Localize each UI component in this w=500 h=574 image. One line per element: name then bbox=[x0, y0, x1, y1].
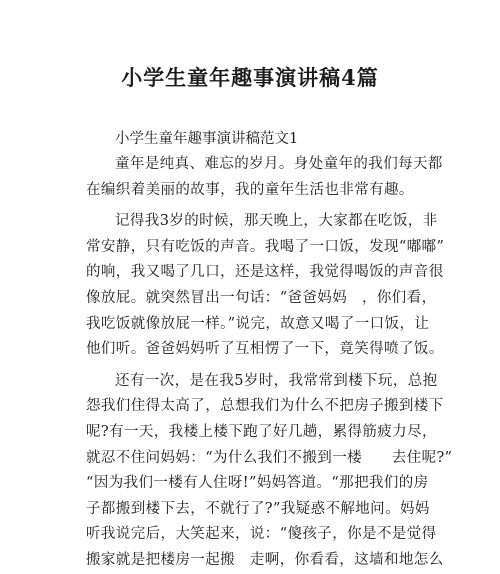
paragraph-line: 的响，我又喝了几口，还是这样，我觉得喝饭的声音很 bbox=[86, 264, 444, 281]
document-title: 小学生童年趣事演讲稿4篇 bbox=[121, 65, 379, 90]
paragraph-line: 呢?有一天，我楼上楼下跑了好几趟，累得筋疲力尽， bbox=[86, 423, 437, 440]
paragraph-line: 听我说完后，大笑起来，说：“傻孩子，你是不是觉得 bbox=[86, 526, 437, 543]
paragraph-line: 我吃饭就像放屁一样。”说完，故意又喝了一口饭，让 bbox=[86, 315, 430, 332]
document-body bbox=[86, 126, 453, 574]
paragraph-2 bbox=[86, 209, 445, 363]
paragraph-line: 怨我们住得太高了，总想我们为什么不把房子搬到楼下 bbox=[86, 398, 444, 415]
paragraph-line: 子都搬到楼下去，不就行了?”我疑惑不解地问。妈妈 bbox=[86, 500, 430, 517]
document-subtitle: 小学生童年趣事演讲稿范文1 bbox=[115, 131, 299, 147]
paragraph-line: “因为我们一楼有人住呀!”妈妈答道。“那把我们的房 bbox=[86, 475, 429, 492]
paragraph-line: 还有一次，是在我5岁时，我常常到楼下玩，总抱 bbox=[115, 372, 438, 389]
paragraph-line: 像放屁。就突然冒出一句话：“爸爸妈妈 ，你们看， bbox=[86, 289, 437, 306]
paragraph-line: 记得我3岁的时候，那天晚上，大家都在吃饭，非 bbox=[115, 213, 438, 230]
paragraph-line: 在编织着美丽的故事，我的童年生活也非常有趣。 bbox=[86, 181, 414, 198]
paragraph-line: 他们听。爸爸妈妈听了互相愣了一下，竟笑得喷了饭。 bbox=[86, 341, 444, 358]
paragraph-3 bbox=[86, 369, 453, 574]
paragraph-1 bbox=[86, 152, 443, 203]
paragraph-line: 常安静，只有吃饭的声音。我喝了一口饭，发现“嘟嘟” bbox=[86, 238, 445, 255]
paragraph-line: 搬家就是把楼房一起搬 走啊，你看看，这墙和地怎么 bbox=[86, 551, 444, 568]
paragraph-line: 童年是纯真、难忘的岁月。身处童年的我们每天都 bbox=[115, 156, 443, 172]
paragraph-line: 就忍不住问妈妈：“为什么我们不搬到一楼 去住呢?” bbox=[86, 449, 453, 466]
